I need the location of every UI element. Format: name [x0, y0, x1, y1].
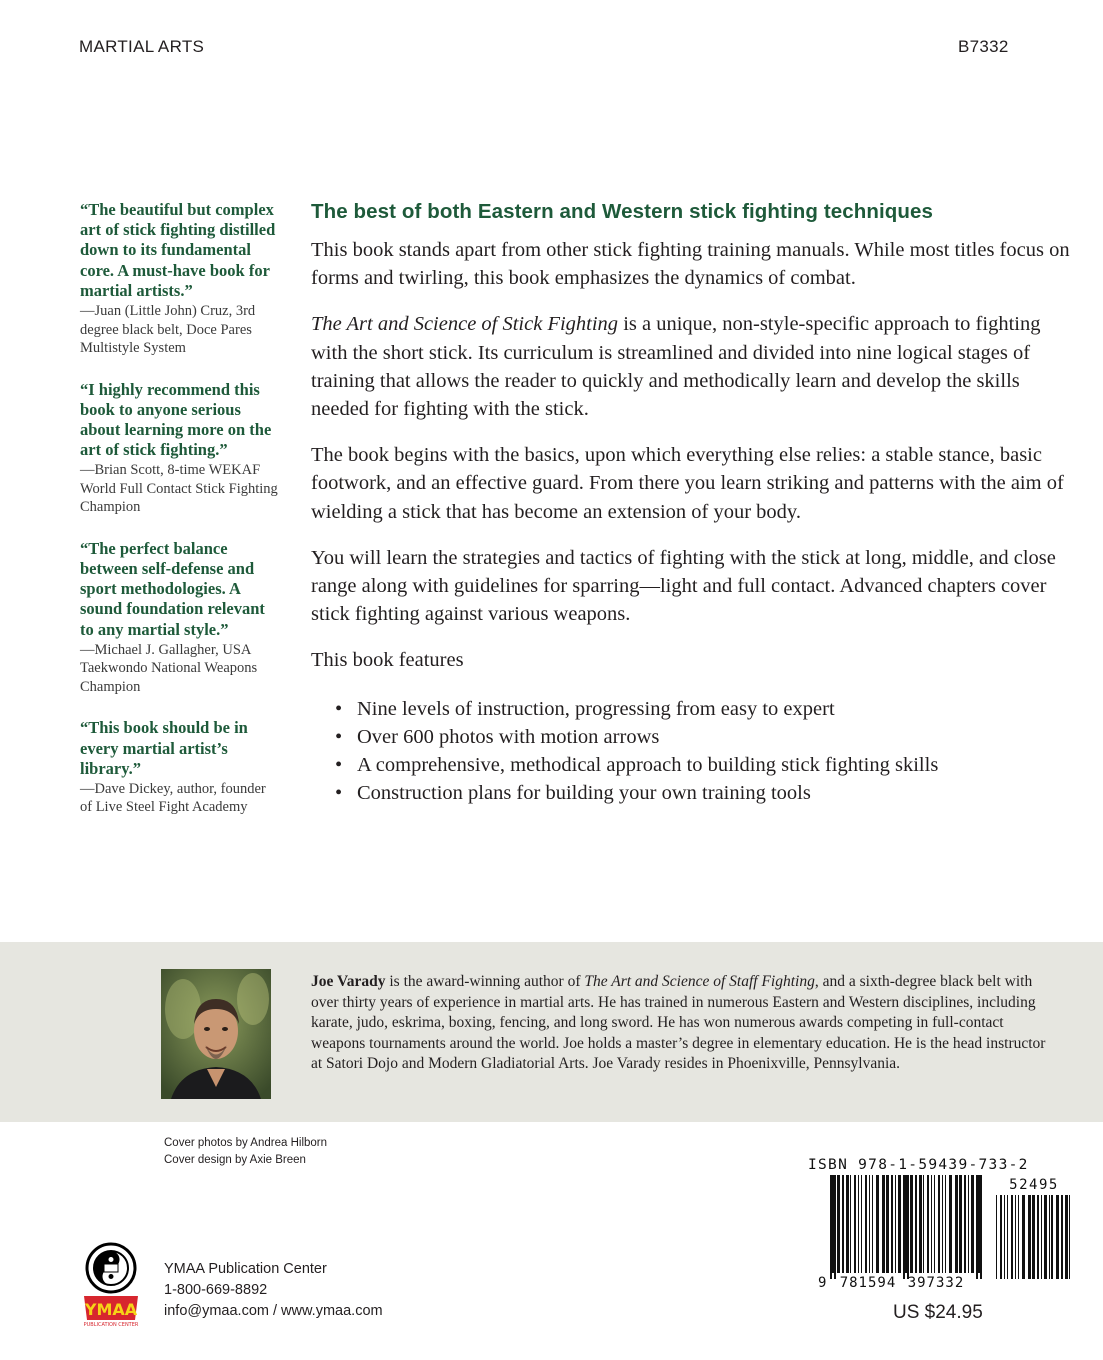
publisher-phone: 1-800-669-8892 [164, 1282, 268, 1298]
barcode-bar [934, 1175, 935, 1273]
feature-item: • Nine levels of instruction, progressing from easy to expert [335, 695, 1071, 723]
barcode-bar [832, 1175, 834, 1273]
barcode-bar [915, 1175, 917, 1273]
addon-digits: 52495 [1009, 1177, 1059, 1193]
features-list [311, 695, 1071, 808]
barcode-guard-bar [907, 1175, 909, 1279]
barcode-bar [1022, 1195, 1025, 1279]
barcode-bar [1051, 1195, 1053, 1279]
quote-attribution: —Brian Scott, 8-time WEKAF World Full Contact Stick Fighting Champion [80, 462, 278, 516]
quote-attribution: —Juan (Little John) Cruz, 3rd degree black belt, Doce Pares Multistyle System [80, 303, 256, 357]
barcode-bar [905, 1175, 907, 1273]
paragraph-overview-text: is a unique, non-style-specific approach to fighting with the short stick. Its curriculum is streamlined and divided into nine logical stages of training that allows the reader to quickly and methodically learn and develop the skills needed for fighting with the stick. [311, 313, 1041, 421]
book-code: B7332 [958, 37, 1009, 56]
barcode-bar [854, 1175, 856, 1273]
barcode [818, 1175, 1076, 1295]
barcode-bar [1018, 1195, 1019, 1279]
paragraph-strategies: You will learn the strategies and tactics of fighting with the stick at long, middle, and close range along with guidelines for sparring—light and full contact. Advanced chapters cover stick fighting against various weapons. [311, 546, 1056, 626]
quote-text: “This book should be in every martial artist’s library.” [80, 718, 248, 778]
barcode-bar [964, 1175, 966, 1273]
paragraph-overview [311, 310, 1071, 423]
logo-subtext: PUBLICATION CENTER [83, 1322, 139, 1328]
barcode-bar [1004, 1195, 1005, 1279]
barcode-bar [1069, 1195, 1070, 1279]
barcode-bar [886, 1175, 889, 1273]
feature-item: • Over 600 photos with motion arrows [335, 723, 1071, 751]
quote-block [80, 200, 280, 358]
barcode-bar [872, 1175, 873, 1273]
barcode-bar [959, 1175, 962, 1273]
author-book-title: The Art and Science of Staff Fighting [584, 973, 815, 990]
feature-item: • A comprehensive, methodical approach to building stick fighting skills [335, 751, 1071, 779]
barcode-bar [931, 1175, 932, 1273]
photo-credit: Cover photos by Andrea Hilborn [164, 1137, 328, 1149]
barcode-guard-bar [834, 1175, 836, 1279]
barcode-bar [927, 1175, 929, 1273]
barcode-bar [869, 1175, 870, 1273]
feature-item: • Construction plans for building your own training tools [335, 779, 1071, 807]
barcode-bar [865, 1175, 867, 1273]
barcode-bar [1037, 1195, 1039, 1279]
barcode-bar [861, 1175, 862, 1273]
ean-left-group: 781594 [839, 1275, 897, 1291]
barcode-bar [938, 1175, 940, 1273]
barcode-bar [876, 1175, 879, 1273]
publisher-contact: info@ymaa.com / www.ymaa.com [164, 1303, 383, 1319]
barcode-bar [1028, 1195, 1031, 1279]
barcode-bar [1044, 1195, 1047, 1279]
barcode-bar [882, 1175, 885, 1273]
main-description [311, 200, 1071, 807]
paragraph-basics: The book begins with the basics, upon which everything else relies: a stable stance, basic footwork, and an effective guard. From there you learn striking and patterns with the aim of wielding a stick that has become an extension of your body. [311, 444, 1064, 523]
quote-text: “The perfect balance between self-defense and sport methodologies. A sound foundation relevant to any martial style.” [80, 538, 265, 639]
endorsement-quotes [80, 200, 280, 839]
barcode-bar [895, 1175, 896, 1273]
barcode-bar [955, 1175, 958, 1273]
ean-right-group: 397332 [907, 1275, 965, 1291]
barcode-bar [1011, 1195, 1013, 1279]
barcode-bar [945, 1175, 946, 1273]
publisher-logo [80, 1240, 142, 1328]
barcode-bar [891, 1175, 893, 1273]
barcode-bar [837, 1175, 840, 1273]
quote-text: “I highly recommend this book to anyone serious about learning more on the art of stick fighting.” [80, 379, 272, 460]
headline: The best of both Eastern and Western stick fighting techniques [311, 200, 934, 223]
barcode-bar [971, 1175, 974, 1273]
ean-first-digit: 9 [818, 1275, 827, 1291]
barcode-bar [942, 1175, 943, 1273]
barcode-bar [1000, 1195, 1002, 1279]
quote-block [80, 718, 280, 817]
category-label: MARTIAL ARTS [79, 37, 205, 56]
barcode-guard-bar [830, 1175, 832, 1279]
quote-attribution: —Dave Dickey, author, founder of Live Steel Fight Academy [80, 780, 266, 816]
author-bio-text: is the award-winning author of [385, 973, 585, 990]
barcode-bar [1041, 1195, 1042, 1279]
barcode-bar [1061, 1195, 1063, 1279]
barcode-bar [923, 1175, 924, 1273]
author-photo [161, 969, 271, 1099]
barcode-bar [996, 1195, 997, 1279]
publisher-info [164, 1259, 383, 1322]
addon-barcode-bars [996, 1195, 1070, 1279]
barcode-bar [842, 1175, 844, 1273]
quote-block [80, 539, 280, 697]
quote-text: “The beautiful but complex art of stick fighting distilled down to its fundamental core. A must-have book for martial artists.” [80, 200, 276, 300]
features-intro: This book features [311, 649, 464, 672]
barcode-bar [1007, 1195, 1008, 1279]
logo-text: YMAA [84, 1300, 138, 1319]
barcode-guard-bar [976, 1175, 978, 1279]
barcode-bar [1015, 1195, 1016, 1279]
author-name: Joe Varady [311, 973, 386, 990]
paragraph-intro: This book stands apart from other stick fighting training manuals. While most titles focus on forms and twirling, this book emphasizes the dynamics of combat. [311, 239, 1070, 290]
author-bio [311, 972, 1051, 1075]
quote-block [80, 380, 280, 517]
barcode-bar [850, 1175, 851, 1273]
barcode-bar [968, 1175, 969, 1273]
book-title: The Art and Science of Stick Fighting [311, 313, 619, 336]
barcode-bar [858, 1175, 859, 1273]
barcode-guard-bar [980, 1175, 982, 1279]
barcode-bar [1056, 1195, 1059, 1279]
cover-credits [164, 1135, 327, 1169]
barcode-guard-bar [903, 1175, 905, 1279]
author-bio-text: , and a sixth-degree black belt with over thirty years of experience in martial arts. He has trained in numerous Eastern and Western disciplines, including karate, judo, eskrima, boxing, fencing, and long sword. He has won numerous awards competing in full-contact weapons tournaments around the world. Joe holds a master’s degree in elementary education. He is the head instructor at Satori Dojo and Modern Gladiatorial Arts. Joe Varady resides in Phoenixville, Pennsylvania. [311, 973, 1046, 1073]
barcode-bar [1049, 1195, 1050, 1279]
price: US $24.95 [893, 1302, 983, 1323]
barcode-bar [1065, 1195, 1068, 1279]
isbn-label: ISBN 978-1-59439-733-2 [808, 1157, 1029, 1173]
ean-barcode-bars [830, 1175, 982, 1279]
barcode-bar [949, 1175, 952, 1273]
publisher-name: YMAA Publication Center [164, 1261, 327, 1277]
barcode-bar [1032, 1195, 1035, 1279]
barcode-bar [910, 1175, 913, 1273]
design-credit: Cover design by Axie Breen [164, 1154, 306, 1166]
barcode-bar [898, 1175, 901, 1273]
barcode-bar [919, 1175, 922, 1273]
barcode-bar [978, 1175, 980, 1273]
barcode-bar [846, 1175, 849, 1273]
quote-attribution: —Michael J. Gallagher, USA Taekwondo National Weapons Champion [80, 641, 258, 695]
